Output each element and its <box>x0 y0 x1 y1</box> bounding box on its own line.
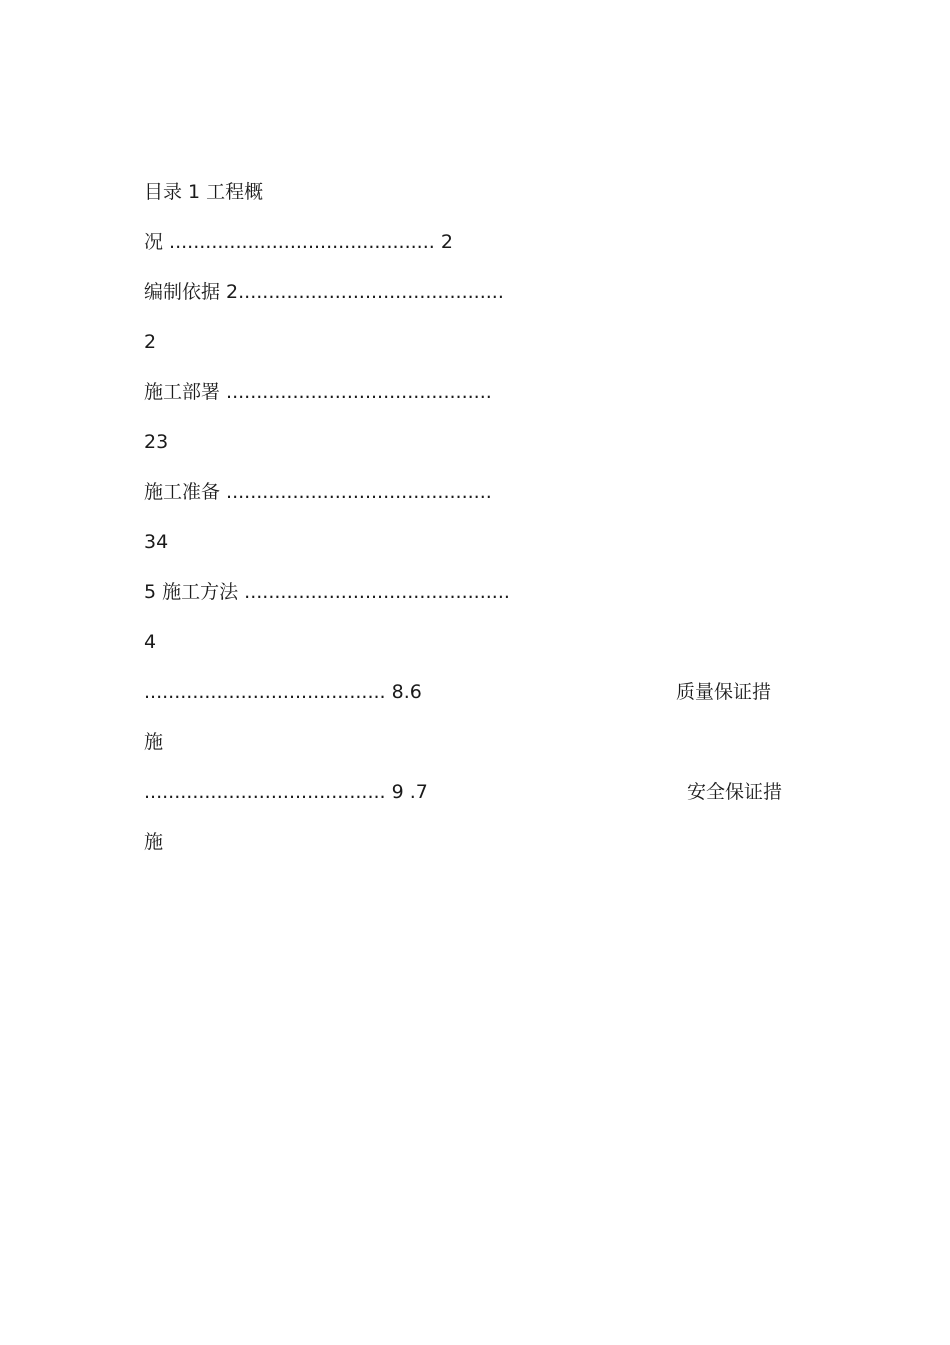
toc-line-method-page: 4 <box>144 631 157 653</box>
table-of-contents <box>144 176 844 876</box>
toc-line-quality <box>144 676 844 726</box>
toc-line-preparation: 施工准备 ............................................ <box>144 481 492 503</box>
toc-line-preparation-page: 34 <box>144 531 169 553</box>
toc-line-overview: 况 ............................................ 2 <box>144 231 453 253</box>
toc-line-quality-left: ........................................ 8.6 <box>144 681 422 703</box>
toc-line-quality-right: 质量保证措 <box>676 681 772 703</box>
toc-line-safety-right: 安全保证措 <box>687 781 783 803</box>
toc-line-safety <box>144 776 844 826</box>
toc-line-basis: 编制依据 2............................................ <box>144 281 504 303</box>
toc-line-safety-cont: 施 <box>144 831 164 853</box>
toc-line-deployment: 施工部署 ............................................ <box>144 381 492 403</box>
toc-line-title: 目录 1 工程概 <box>144 181 264 203</box>
toc-line-quality-cont: 施 <box>144 731 164 753</box>
toc-line-deployment-page: 23 <box>144 431 169 453</box>
toc-line-basis-page: 2 <box>144 331 157 353</box>
toc-line-safety-left: ........................................ 9 .7 <box>144 781 428 803</box>
toc-line-method: 5 施工方法 ............................................ <box>144 581 510 603</box>
